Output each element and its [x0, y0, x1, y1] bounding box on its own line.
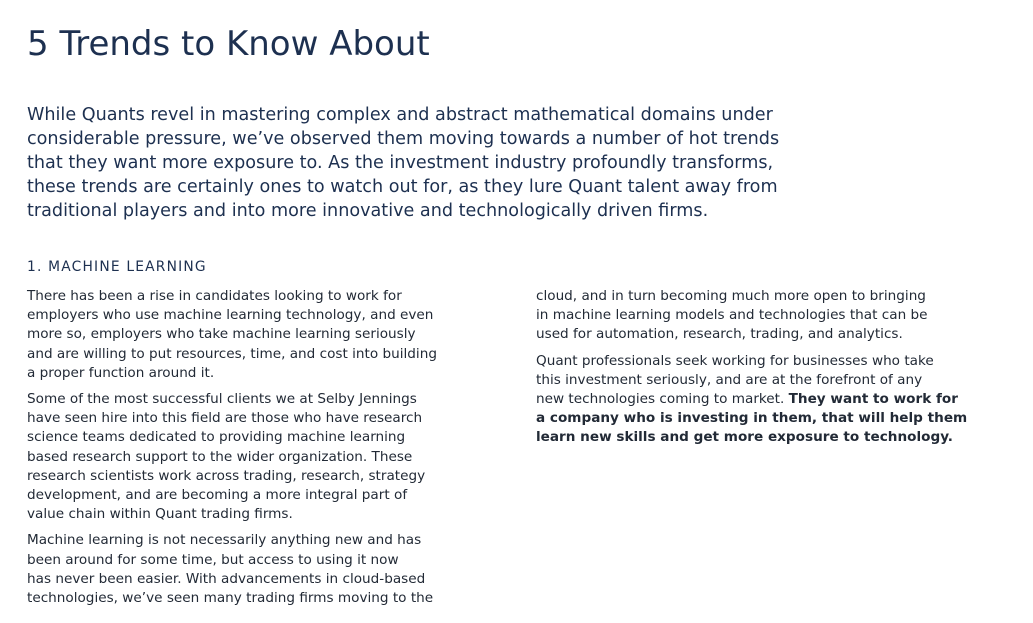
body-paragraph-1 [27, 287, 517, 383]
body-paragraph-3 [27, 531, 517, 608]
body-paragraph-2 [27, 390, 517, 524]
text-line [536, 390, 1026, 409]
left-column [27, 287, 517, 615]
text-line: Machine learning is not necessarily anything new and has [27, 532, 422, 549]
page-title: 5 Trends to Know About [27, 24, 430, 64]
intro-line: considerable pressure, we’ve observed them moving towards a number of hot trends [27, 129, 780, 149]
text-line: based research support to the wider organization. These [27, 448, 413, 465]
text-line: been around for some time, but access to using it now [27, 551, 399, 568]
text-line: value chain within Quant trading firms. [27, 506, 293, 523]
text-line: There has been a rise in candidates looking to work for [27, 288, 402, 304]
text-line: has never been easier. With advancements in cloud-based [27, 570, 426, 587]
section-heading: 1. MACHINE LEARNING [27, 259, 207, 275]
text-line: this investment seriously, and are at the forefront of any [536, 371, 923, 388]
text-line: a proper function around it. [27, 364, 215, 381]
text-line: Quant professionals seek working for businesses who take [536, 352, 934, 369]
body-paragraph-4 [536, 287, 1026, 345]
text-line: in machine learning models and technologies that can be [536, 307, 928, 324]
text-line: more so, employers who take machine learning seriously [27, 326, 416, 343]
text-line: science teams dedicated to providing machine learning [27, 429, 406, 446]
bold-text-line: learn new skills and get more exposure to technology. [536, 429, 953, 446]
text-line: Some of the most successful clients we at Selby Jennings [27, 391, 417, 408]
intro-paragraph [27, 103, 907, 223]
text-line: cloud, and in turn becoming much more open to bringing [536, 288, 926, 304]
intro-line: traditional players and into more innovative and technologically driven firms. [27, 201, 709, 221]
intro-line: these trends are certainly ones to watch out for, as they lure Quant talent away from [27, 177, 778, 197]
text-line: technologies, we’ve seen many trading firms moving to the [27, 590, 434, 607]
text-line: development, and are becoming a more integral part of [27, 487, 408, 504]
intro-line: that they want more exposure to. As the investment industry profoundly transforms, [27, 153, 774, 173]
bold-text-run: They want to work for [788, 391, 958, 408]
text-line: employers who use machine learning technology, and even [27, 307, 434, 324]
text-line: and are willing to put resources, time, and cost into building [27, 345, 437, 362]
text-line: research scientists work across trading, research, strategy [27, 467, 426, 484]
body-paragraph-5 [536, 352, 1026, 448]
text-line: have seen hire into this field are those who have research [27, 410, 423, 427]
right-column [536, 287, 1026, 455]
text-line: used for automation, research, trading, and analytics. [536, 326, 903, 343]
bold-text-line: a company who is investing in them, that will help them [536, 410, 968, 427]
intro-line: While Quants revel in mastering complex and abstract mathematical domains under [27, 105, 773, 125]
text-run: new technologies coming to market. [536, 391, 789, 408]
